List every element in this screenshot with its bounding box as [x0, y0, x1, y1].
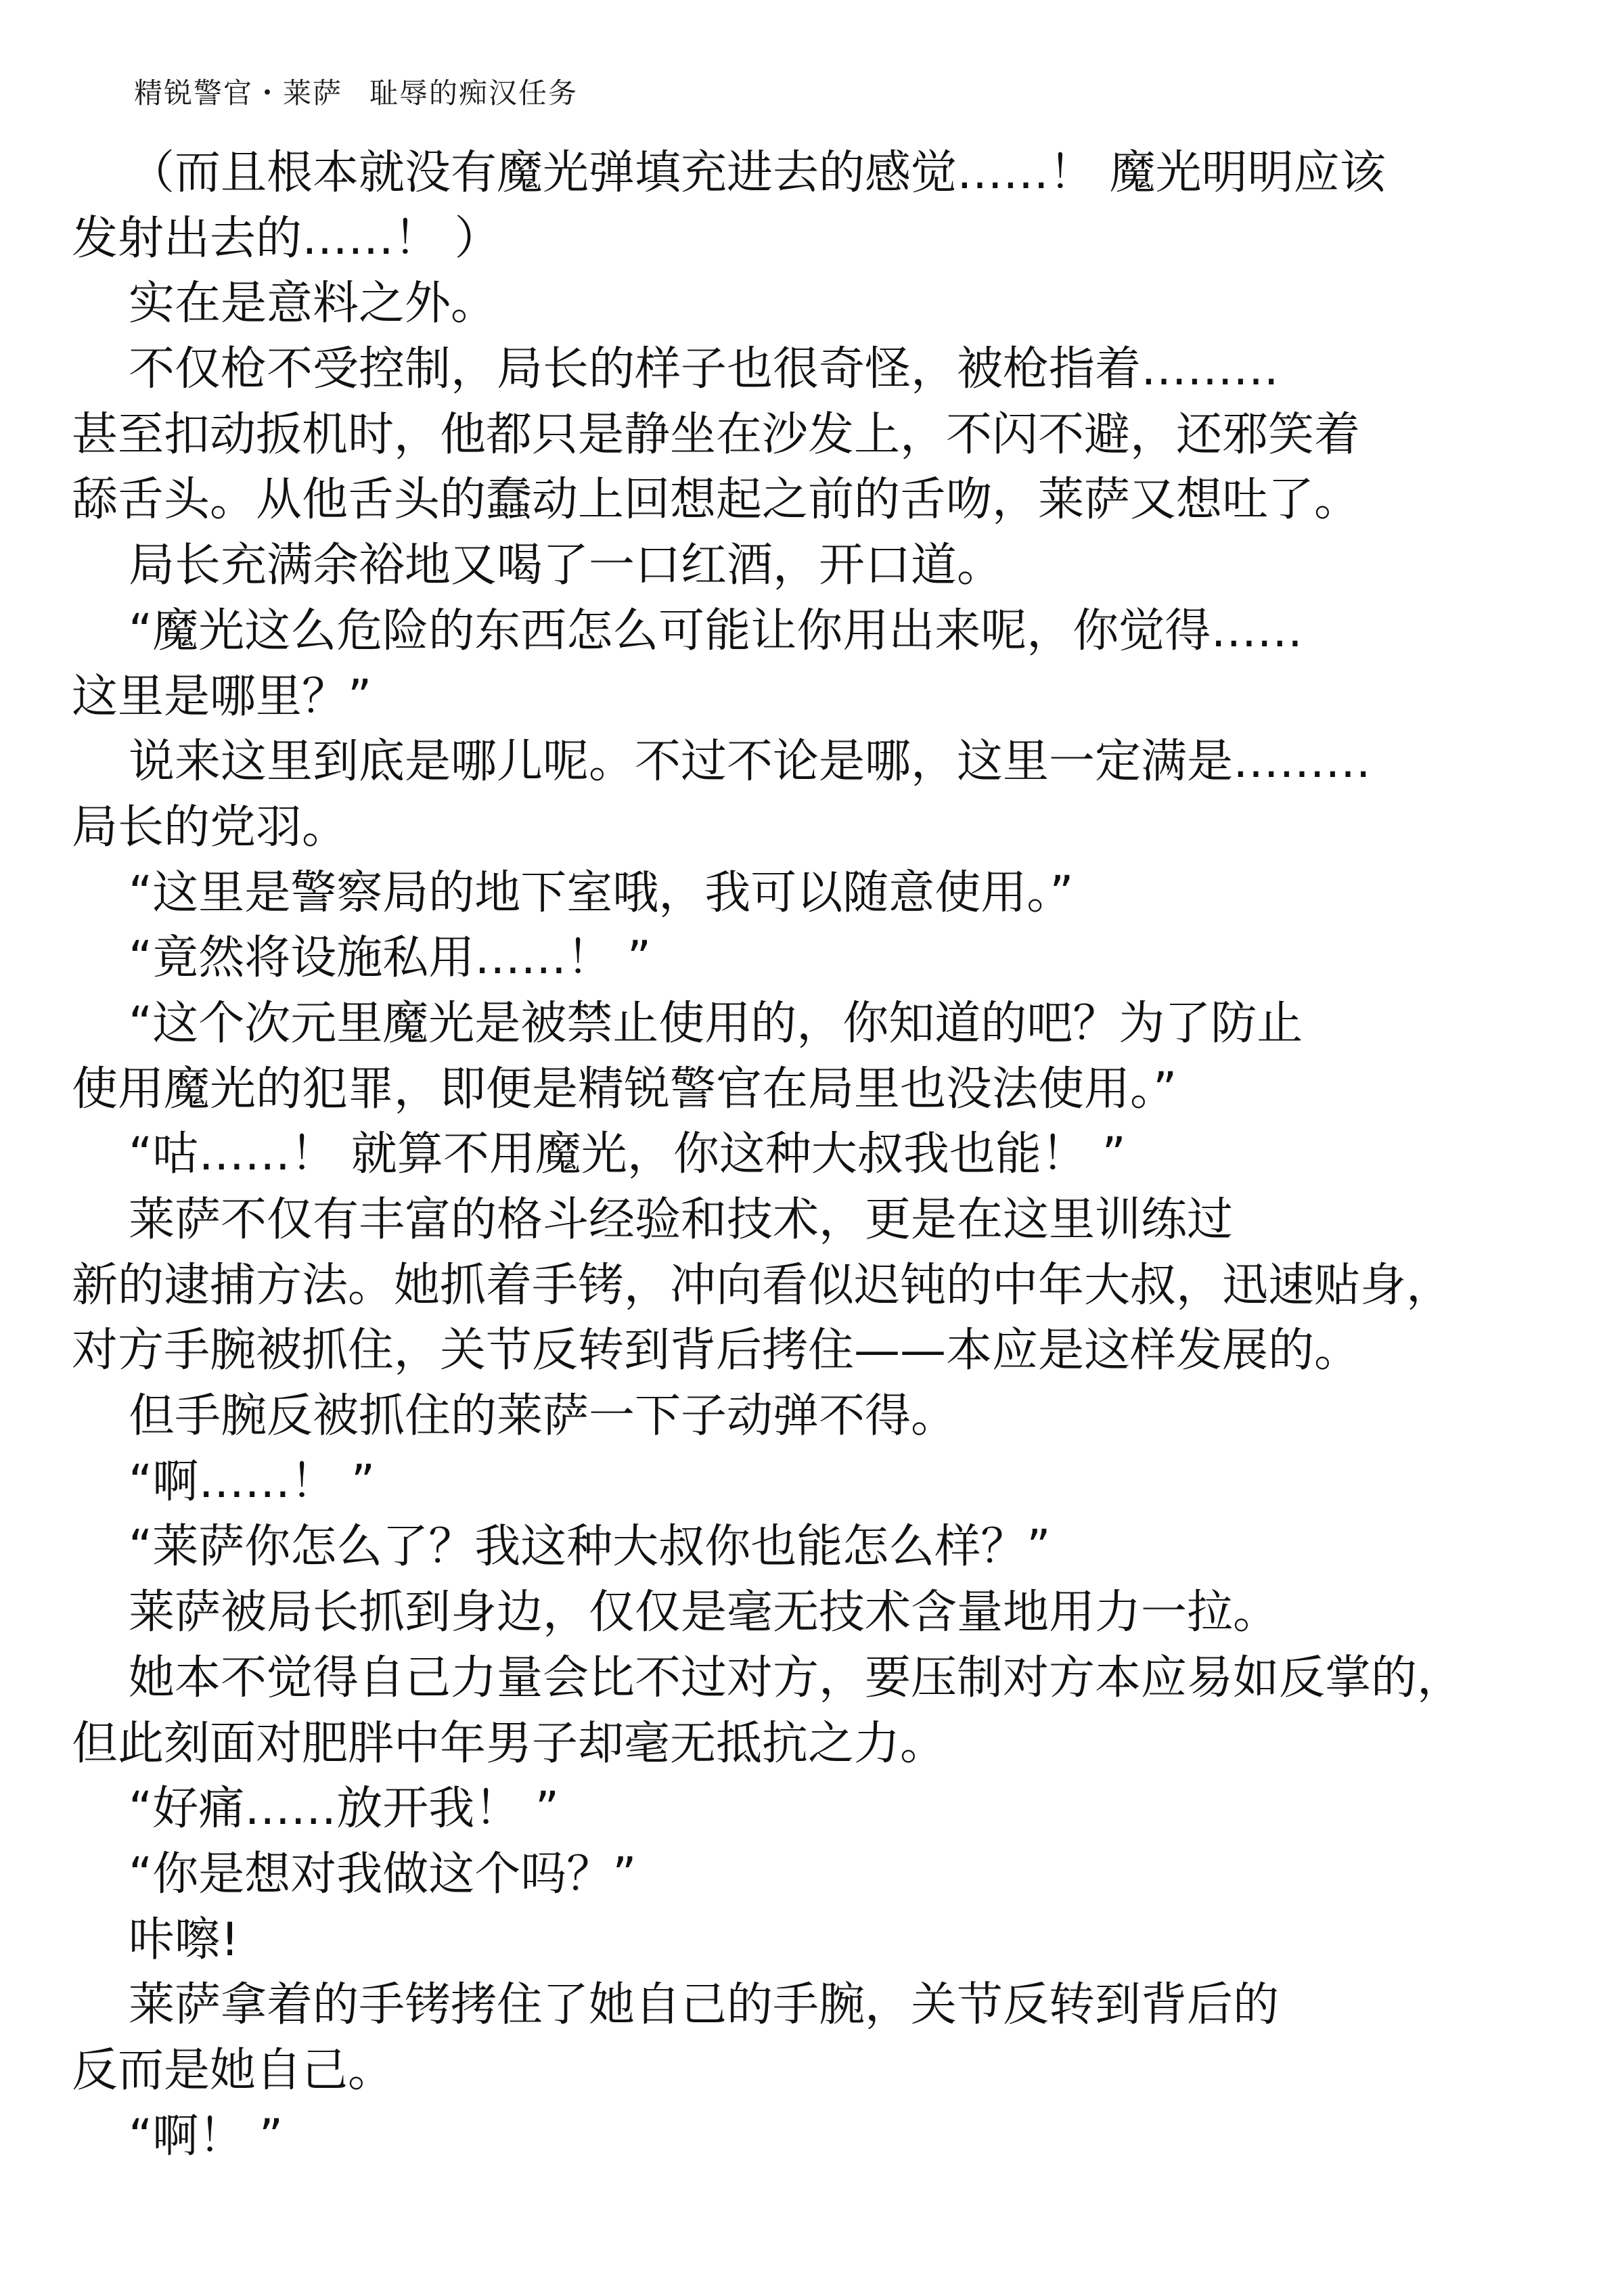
text-line: 莱萨被局长抓到身边，仅仅是毫无技术含量地用力一拉。 [129, 1586, 1280, 1640]
text-line: 不仅枪不受控制，局长的样子也很奇怪，被枪指着……… [129, 342, 1280, 397]
chapter-title: 耻辱的痴汉任务 [369, 76, 579, 110]
text-line: 莱萨拿着的手铐拷住了她自己的手腕，关节反转到背后的 [129, 1978, 1280, 2032]
text-line: “啊……！ ” [129, 1454, 376, 1509]
text-line: “这里是警察局的地下室哦，我可以随意使用。” [129, 866, 1074, 920]
text-line: 使用魔光的犯罪，即便是精锐警官在局里也没法使用。” [72, 1062, 1177, 1116]
text-line: “魔光这么危险的东西怎么可能让你用出来呢，你觉得…… [129, 604, 1303, 658]
text-line: 甚至扣动扳机时，他都只是静坐在沙发上，不闪不避，还邪笑着 [72, 407, 1361, 462]
text-line: “咕……！ 就算不用魔光，你这种大叔我也能！ ” [129, 1128, 1126, 1182]
text-line: 但此刻面对肥胖中年男子却毫无抵抗之力。 [72, 1716, 947, 1770]
text-line: 新的逮捕方法。她抓着手铐，冲向看似迟钝的中年大叔，迅速贴身， [72, 1258, 1453, 1312]
text-line: 发射出去的……！ ） [72, 211, 501, 265]
text-line: “竟然将设施私用……！ ” [129, 931, 652, 985]
text-line: 但手腕反被抓住的莱萨一下子动弹不得。 [129, 1389, 957, 1444]
text-line: 咔嚓! [129, 1913, 240, 1967]
running-header [134, 73, 578, 114]
text-line: 反而是她自己。 [72, 2043, 394, 2097]
text-line: 说来这里到底是哪儿呢。不过不论是哪，这里一定满是……… [129, 735, 1372, 789]
text-line: 这里是哪里？” [72, 669, 372, 723]
text-line: 局长充满余裕地又喝了一口红酒，开口道。 [129, 539, 1003, 593]
text-line: 对方手腕被抓住，关节反转到背后拷住——本应是这样发展的。 [72, 1324, 1361, 1378]
text-line: 实在是意料之外。 [129, 277, 497, 331]
text-line: （而且根本就没有魔光弹填充进去的感觉……！ 魔光明明应该 [129, 146, 1386, 200]
text-line: “莱萨你怎么了？我这种大叔你也能怎么样？” [129, 1520, 1051, 1574]
text-line: “这个次元里魔光是被禁止使用的，你知道的吧？为了防止 [129, 996, 1303, 1050]
text-line: 舔舌头。从他舌头的蠢动上回想起之前的舌吻，莱萨又想吐了。 [72, 473, 1361, 527]
book-title: 精锐警官・莱萨 [134, 76, 343, 110]
text-line: 她本不觉得自己力量会比不过对方，要压制对方本应易如反掌的， [129, 1651, 1464, 1705]
text-line: 莱萨不仅有丰富的格斗经验和技术，更是在这里训练过 [129, 1193, 1234, 1247]
text-line: 局长的党羽。 [72, 800, 348, 854]
body-text [72, 141, 1615, 2169]
text-line: “好痛……放开我！ ” [129, 1782, 560, 1836]
text-line: “你是想对我做这个吗？” [129, 1847, 637, 1901]
text-line: “啊！ ” [129, 2109, 284, 2163]
